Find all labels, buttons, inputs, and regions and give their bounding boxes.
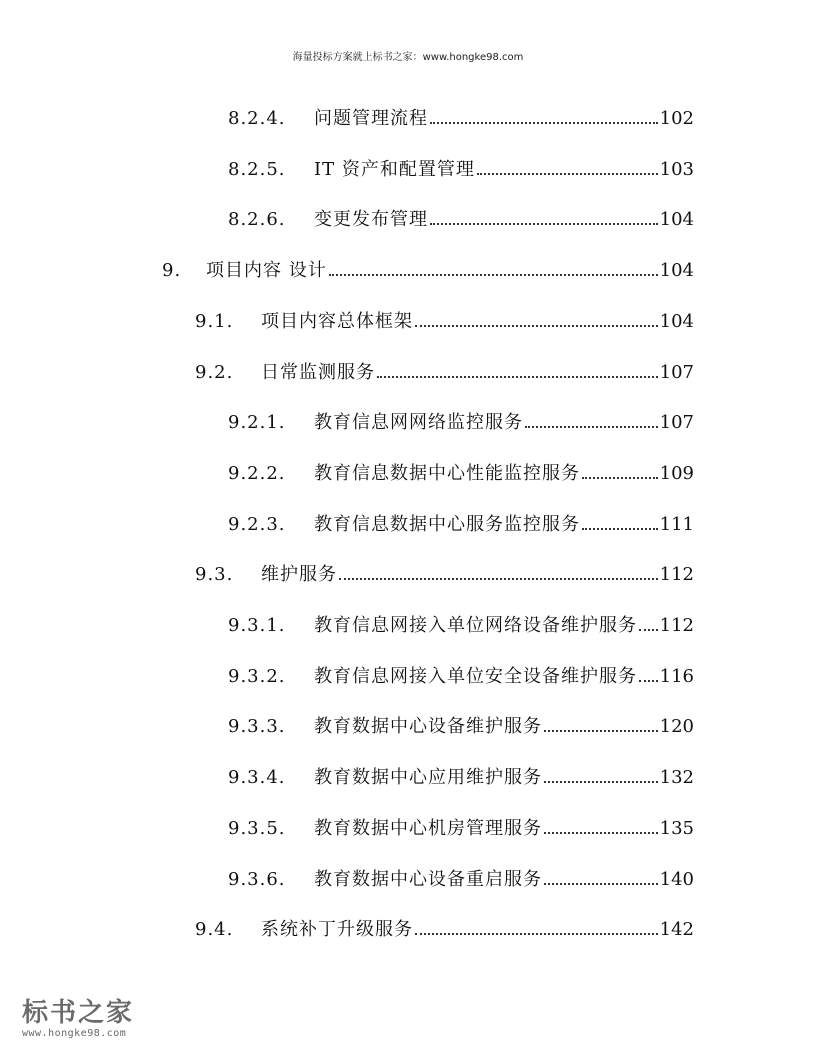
toc-entry-number: 9.3.3. xyxy=(228,716,286,738)
toc-entry-title: 系统补丁升级服务 xyxy=(261,919,413,941)
toc-dot-leader xyxy=(430,223,658,225)
toc-entry-title: 教育数据中心应用维护服务 xyxy=(314,767,542,789)
toc-entry-page-number: 103 xyxy=(659,158,694,180)
toc-dot-leader xyxy=(544,832,658,834)
toc-entry-number: 9.3.2. xyxy=(228,665,286,687)
toc-entry[interactable] xyxy=(162,258,694,284)
toc-entry[interactable] xyxy=(228,765,694,791)
toc-entry-number: 9.1. xyxy=(195,310,234,332)
toc-dot-leader xyxy=(544,730,658,732)
toc-dot-leader xyxy=(544,883,658,885)
toc-entry-number: 9.3.4. xyxy=(228,767,286,789)
toc-dot-leader xyxy=(639,629,658,631)
toc-entry-title: 项目内容总体框架 xyxy=(261,310,413,332)
toc-entry-title: 教育数据中心机房管理服务 xyxy=(314,817,542,839)
toc-entry-title: 问题管理流程 xyxy=(314,108,428,129)
toc-entry-number: 8.2.4. xyxy=(228,108,286,129)
logo-url: www.hongke98.com xyxy=(22,1028,127,1039)
toc-entry[interactable] xyxy=(228,664,694,690)
toc-entry[interactable] xyxy=(195,562,694,588)
toc-entry-title: 教育信息数据中心服务监控服务 xyxy=(314,513,580,535)
toc-entry-title: 变更发布管理 xyxy=(314,209,428,231)
toc-entry-number: 9.3.1. xyxy=(228,615,286,636)
footer-logo xyxy=(22,998,172,1040)
toc-entry-page-number: 142 xyxy=(659,919,694,941)
toc-entry[interactable] xyxy=(228,410,694,436)
toc-dot-leader xyxy=(329,274,658,276)
toc-dot-leader xyxy=(582,528,658,530)
toc-entry-number: 8.2.5. xyxy=(228,158,286,180)
toc-dot-leader xyxy=(525,426,658,428)
toc-entry-page-number: 140 xyxy=(659,868,694,890)
toc-dot-leader xyxy=(415,325,658,327)
toc-entry[interactable] xyxy=(228,867,694,893)
toc-dot-leader xyxy=(415,933,658,935)
toc-entry[interactable] xyxy=(195,917,694,943)
logo-text: 标书之家 xyxy=(22,998,135,1028)
toc-entry-number: 9.3. xyxy=(195,564,234,586)
toc-entry-number: 9.3.5. xyxy=(228,817,286,839)
toc-entry-page-number: 104 xyxy=(659,310,694,332)
toc-entry-page-number: 104 xyxy=(659,209,694,231)
toc-dot-leader xyxy=(639,680,658,682)
toc-entry[interactable] xyxy=(228,714,694,740)
toc-entry-number: 9.2.2. xyxy=(228,462,286,484)
toc-entry-title: 教育信息数据中心性能监控服务 xyxy=(314,462,580,484)
toc-entry[interactable] xyxy=(228,613,694,639)
page-header: 海量投标方案就上标书之家：www.hongke98.com xyxy=(292,52,524,63)
toc-entry-title: 项目内容 设计 xyxy=(206,260,327,282)
toc-entry-number: 9.3.6. xyxy=(228,868,286,890)
toc-entry-page-number: 102 xyxy=(659,108,694,129)
toc-dot-leader xyxy=(339,578,658,580)
toc-entry-number: 9.2.3. xyxy=(228,513,286,535)
toc-entry[interactable] xyxy=(228,207,694,233)
toc-entry-title: IT 资产和配置管理 xyxy=(314,158,475,180)
toc-entry-title: 教育数据中心设备维护服务 xyxy=(314,716,542,738)
toc-entry[interactable] xyxy=(228,512,694,538)
toc-entry-page-number: 135 xyxy=(659,817,694,839)
toc-entry[interactable] xyxy=(195,309,694,335)
toc-entry[interactable] xyxy=(228,106,694,132)
toc-entry-page-number: 111 xyxy=(659,513,694,535)
toc-entry-title: 维护服务 xyxy=(261,564,337,586)
toc-entry-page-number: 120 xyxy=(659,716,694,738)
toc-entry-page-number: 107 xyxy=(659,361,694,383)
toc-entry-title: 教育信息网接入单位安全设备维护服务 xyxy=(314,665,637,687)
toc-dot-leader xyxy=(582,477,658,479)
toc-dot-leader xyxy=(377,376,658,378)
toc-dot-leader xyxy=(544,781,658,783)
toc-entry-number: 9.2. xyxy=(195,361,234,383)
toc-entry[interactable] xyxy=(195,360,694,386)
toc-entry-number: 8.2.6. xyxy=(228,209,286,231)
toc-dot-leader xyxy=(430,122,658,124)
toc-entry-title: 日常监测服务 xyxy=(261,361,375,383)
toc-entry[interactable] xyxy=(228,157,694,183)
toc-entry-page-number: 109 xyxy=(659,462,694,484)
toc-entry-title: 教育信息网网络监控服务 xyxy=(314,412,523,434)
toc-entry[interactable] xyxy=(228,816,694,842)
toc-entry-page-number: 112 xyxy=(659,615,694,636)
toc-entry-page-number: 112 xyxy=(659,564,694,586)
toc-entry-page-number: 107 xyxy=(659,412,694,434)
toc-entry-page-number: 132 xyxy=(659,767,694,789)
toc-entry-title: 教育数据中心设备重启服务 xyxy=(314,868,542,890)
toc-entry-number: 9.4. xyxy=(195,919,234,941)
toc-entry-page-number: 116 xyxy=(659,665,694,687)
toc-entry[interactable] xyxy=(228,461,694,487)
toc-entry-number: 9.2.1. xyxy=(228,412,286,434)
toc-entry-number: 9. xyxy=(162,260,182,282)
toc-entry-title: 教育信息网接入单位网络设备维护服务 xyxy=(314,615,637,636)
toc-entry-page-number: 104 xyxy=(659,260,694,282)
toc-dot-leader xyxy=(477,173,658,175)
